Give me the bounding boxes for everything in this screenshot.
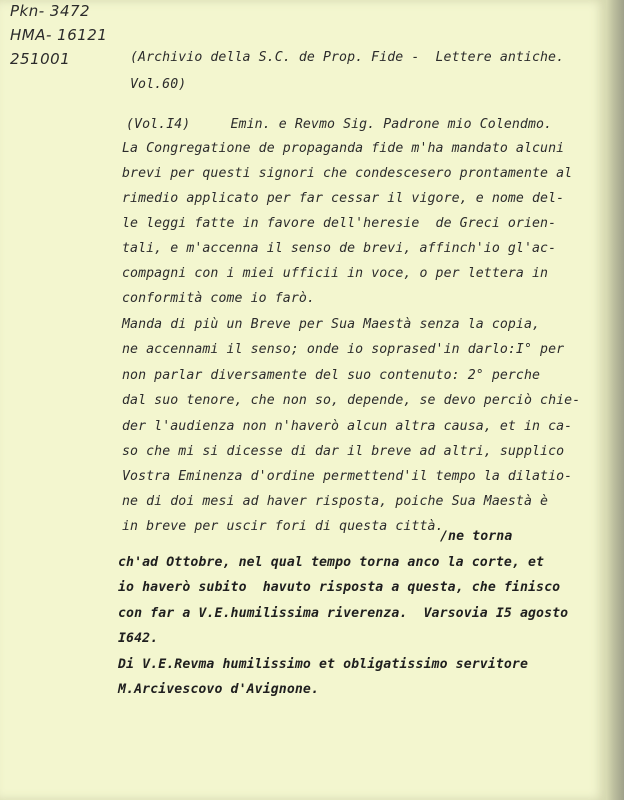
body-line: ne di doi mesi ad haver risposta, poiche Sua Maestà è (122, 494, 549, 509)
body-line: dal suo tenore, che non so, depende, se devo perciò chie- (122, 393, 581, 408)
closing-line: ch'ad Ottobre, nel qual tempo torna anco la corte, et (118, 555, 545, 570)
archive-reference-line2: Vol.60) (130, 77, 187, 92)
archive-reference-line1: (Archivio della S.C. de Prop. Fide - Lettere antiche. (130, 50, 565, 65)
insert-note: /ne torna (440, 529, 513, 544)
signature-title: Di V.E.Revma humilissimo et obligatissimo servitore (118, 657, 529, 672)
body-line: conformità come io farò. (122, 291, 315, 306)
body-line: La Congregatione de propaganda fide m'ha mandato alcuni (122, 141, 565, 156)
body-line: Vostra Eminenza d'ordine permettend'il tempo la dilatio- (122, 469, 573, 484)
closing-line: con far a V.E.humilissima riverenza. Varsovia I5 agosto (118, 606, 569, 621)
archive-code-hma: HMA- 16121 (10, 26, 108, 44)
body-line: rimedio applicato per far cessar il vigore, e nome del- (122, 191, 565, 206)
body-line: le leggi fatte in favore dell'heresie de Greci orien- (122, 216, 557, 231)
closing-line: io haverò subito havuto risposta a questa, che finisco (118, 580, 561, 595)
archive-code-number: 251001 (10, 50, 71, 68)
body-line: tali, e m'accenna il senso de brevi, affinch'io gl'ac- (122, 241, 557, 256)
body-line: compagni con i miei ufficii in voce, o per lettera in (122, 266, 549, 281)
closing-date-year: I642. (118, 631, 159, 646)
signature-name: M.Arcivescovo d'Avignone. (118, 682, 319, 697)
body-line: ne accennami il senso; onde io soprased'in darlo:I° per (122, 342, 565, 357)
page-edge-shadow (606, 0, 624, 800)
body-line: der l'audienza non n'haverò alcun altra causa, et in ca- (122, 419, 573, 434)
salutation: (Vol.I4) Emin. e Revmo Sig. Padrone mio Colendmo. (126, 117, 553, 132)
body-line: in breve per uscir fori di questa città. (122, 519, 444, 534)
body-line: brevi per questi signori che condescesero prontamente al (122, 166, 573, 181)
body-line: Manda di più un Breve per Sua Maestà senza la copia, (122, 317, 541, 332)
archive-code-pkn: Pkn- 3472 (10, 2, 91, 20)
body-line: so che mi si dicesse di dar il breve ad altri, supplico (122, 444, 565, 459)
body-line: non parlar diversamente del suo contenuto: 2° perche (122, 368, 541, 383)
